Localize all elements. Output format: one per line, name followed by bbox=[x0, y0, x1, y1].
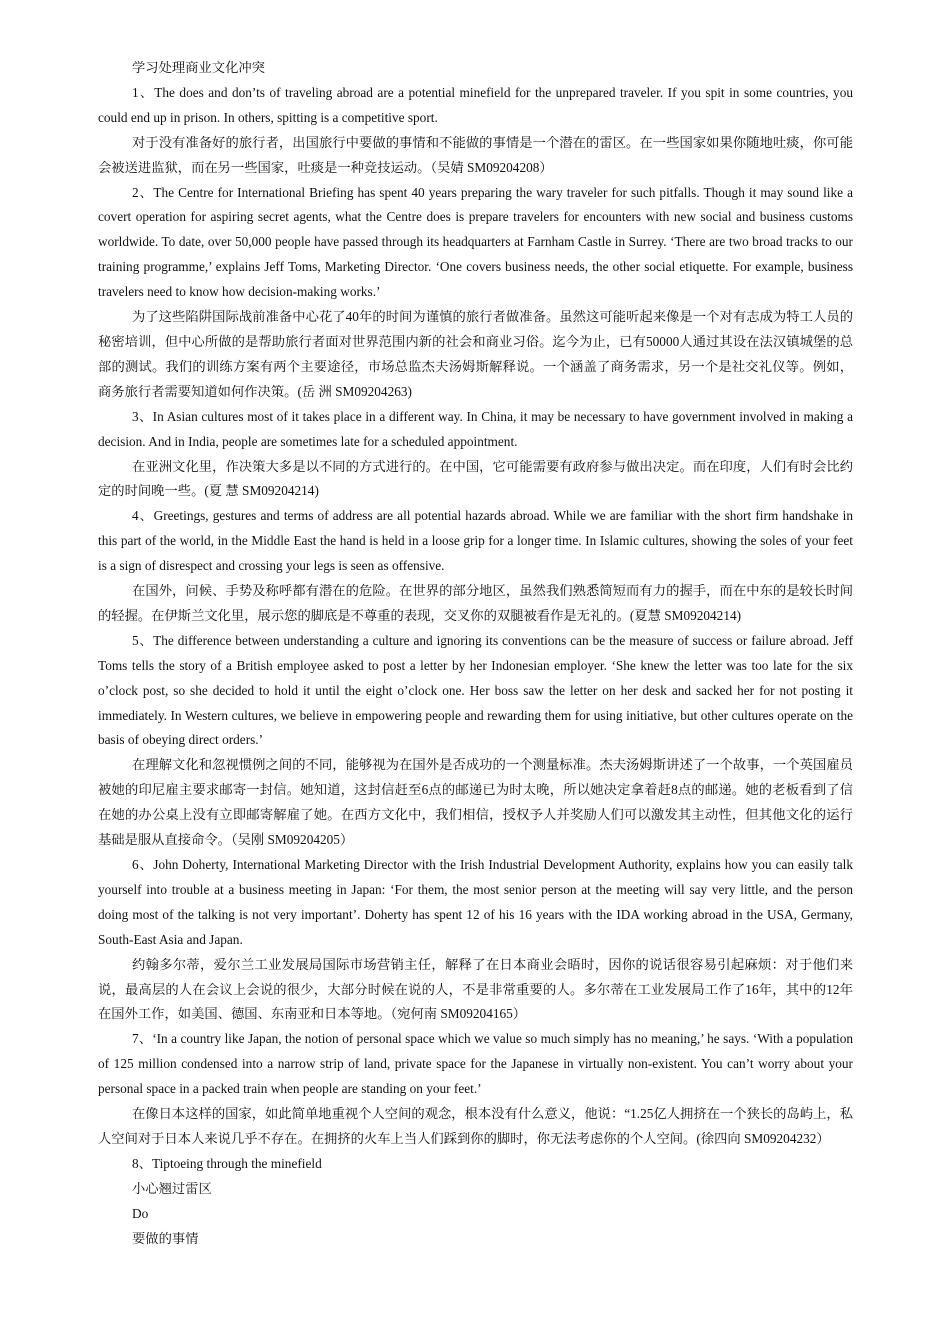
section-8-heading-zh: 小心翘过雷区 bbox=[132, 1180, 212, 1196]
document-page bbox=[98, 56, 853, 1252]
paragraph-4-zh: 在国外，问候、手势及称呼都有潜在的危险。在世界的部分地区，虽然我们熟悉简短而有力的握手，而在中东的是较长时间的轻握。在伊斯兰文化里，展示您的脚底是不尊重的表现，交叉你的双腿被看作是无礼的。(夏慧 SM09204214) bbox=[98, 583, 853, 623]
paragraph-1-zh: 对于没有准备好的旅行者，出国旅行中要做的事情和不能做的事情是一个潜在的雷区。在一些国家如果你随地吐痰，你可能会被送进监狱，而在另一些国家，吐痰是一种竞技运动。（吴婧 SM09204208） bbox=[98, 134, 853, 175]
section-8-heading: 8、Tiptoeing through the minefield bbox=[132, 1155, 322, 1171]
paragraph-3-en: 3、In Asian cultures most of it takes place in a different way. In China, it may be necessary to have government involved in making a decision. And in India, people are sometimes late for a scheduled appointment. bbox=[98, 408, 853, 449]
paragraph-6-zh: 约翰多尔蒂，爱尔兰工业发展局国际市场营销主任，解释了在日本商业会晤时，因你的说话很容易引起麻烦：对于他们来说，最高层的人在会议上会说的很少，大部分时候在说的人，不是非常重要的人。多尔蒂在工业发展局工作了16年，其中的12年在国外工作，如美国、德国、东南亚和日本等地。（宛何南 SM09204165） bbox=[98, 956, 853, 1022]
paragraph-7-zh: 在像日本这样的国家，如此简单地重视个人空间的观念，根本没有什么意义，他说：“1.25亿人拥挤在一个狭长的岛屿上，私人空间对于日本人来说几乎不存在。在拥挤的火车上当人们踩到你的脚时，你无法考虑你的个人空间。(徐四向 SM09204232） bbox=[98, 1106, 853, 1146]
paragraph-6-en: 6、John Doherty, International Marketing Director with the Irish Industrial Development Authority, explains how you can easily talk yourself into trouble at a business meeting in Japan: ‘For them, the most senior person at the meeting will say very little, and the person doing most of the talking is not very important’. Doherty has spent 12 of his 16 years with the IDA working abroad in the USA, Germany, South-East Asia and Japan. bbox=[98, 857, 853, 947]
paragraph-4-en: 4、Greetings, gestures and terms of address are all potential hazards abroad. While we are familiar with the short firm handshake in this part of the world, in the Middle East the hand is held in a loose grip for a longer time. In Islamic cultures, showing the soles of your feet is a sign of disrespect and crossing your legs is seen as offensive. bbox=[98, 508, 853, 574]
paragraph-3-zh: 在亚洲文化里，作决策大多是以不同的方式进行的。在中国，它可能需要有政府参与做出决定。而在印度，人们有时会比约定的时间晚一些。(夏 慧 SM09204214) bbox=[98, 458, 853, 499]
paragraph-2-en: 2、The Centre for International Briefing has spent 40 years preparing the wary traveler for such pitfalls. Though it may sound like a covert operation for aspiring secret agents, what the Centre does is prepare travelers for encounters with new social and business customs worldwide. To date, over 50,000 people have passed through its headquarters at Farnham Castle in Surrey. ‘There are two broad tracks to our training programme,’ explains Jeff Toms, Marketing Director. ‘One covers business needs, the other social etiquette. For example, business travelers need to know how decision-making works.’ bbox=[98, 184, 853, 300]
document-title: 学习处理商业文化冲突 bbox=[132, 60, 265, 75]
paragraph-7-en: 7、‘In a country like Japan, the notion of personal space which we value so much simply has no meaning,’ he says. ‘With a population of 125 million condensed into a narrow strip of land, private space for the Japanese in virtually non-existent. You can’t worry about your personal space in a packed train when people are standing on your feet.’ bbox=[98, 1031, 853, 1097]
do-heading: Do bbox=[132, 1205, 149, 1221]
paragraph-2-zh: 为了这些陷阱国际战前准备中心花了40年的时间为谨慎的旅行者做准备。虽然这可能听起来像是一个对有志成为特工人员的秘密培训，但中心所做的是帮助旅行者面对世界范围内新的社会和商业习俗。迄今为止，已有50000人通过其设在法汉镇城堡的总部的测试。我们的训练方案有两个主要途径，市场总监杰夫汤姆斯解释说。一个涵盖了商务需求，另一个是社交礼仪等。例如，商务旅行者需要知道如何作决策。(岳 洲 SM09204263) bbox=[98, 309, 853, 399]
paragraph-5-zh: 在理解文化和忽视惯例之间的不同，能够视为在国外是否成功的一个测量标准。杰夫汤姆斯讲述了一个故事，一个英国雇员被她的印尼雇主要求邮寄一封信。她知道，这封信赶至6点的邮递已为时太晚，所以她决定拿着赶8点的邮递。她的老板看到了信在她的办公桌上没有立即邮寄解雇了她。在西方文化中，我们相信，授权予人并奖励人们可以激发其主动性，但其他文化的运行基础是服从直接命令。（吴刚 SM09204205） bbox=[98, 757, 853, 848]
paragraph-1-en: 1、The does and don’ts of traveling abroad are a potential minefield for the unprepared traveler. If you spit in some countries, you could end up in prison. In others, spitting is a competitive sport. bbox=[98, 84, 853, 125]
do-heading-zh: 要做的事情 bbox=[132, 1230, 199, 1246]
paragraph-5-en: 5、The difference between understanding a culture and ignoring its conventions can be the measure of success or failure abroad. Jeff Toms tells the story of a British employee asked to post a letter by her Indonesian employer. ‘She knew the letter was too late for the six o’clock post, so she decided to hold it until the eight o’clock one. Her boss saw the letter on her desk and sacked her for not posting it immediately. In Western cultures, we believe in empowering people and rewarding them for using initiative, but other cultures operate on the basis of obeying direct orders.’ bbox=[98, 632, 853, 748]
